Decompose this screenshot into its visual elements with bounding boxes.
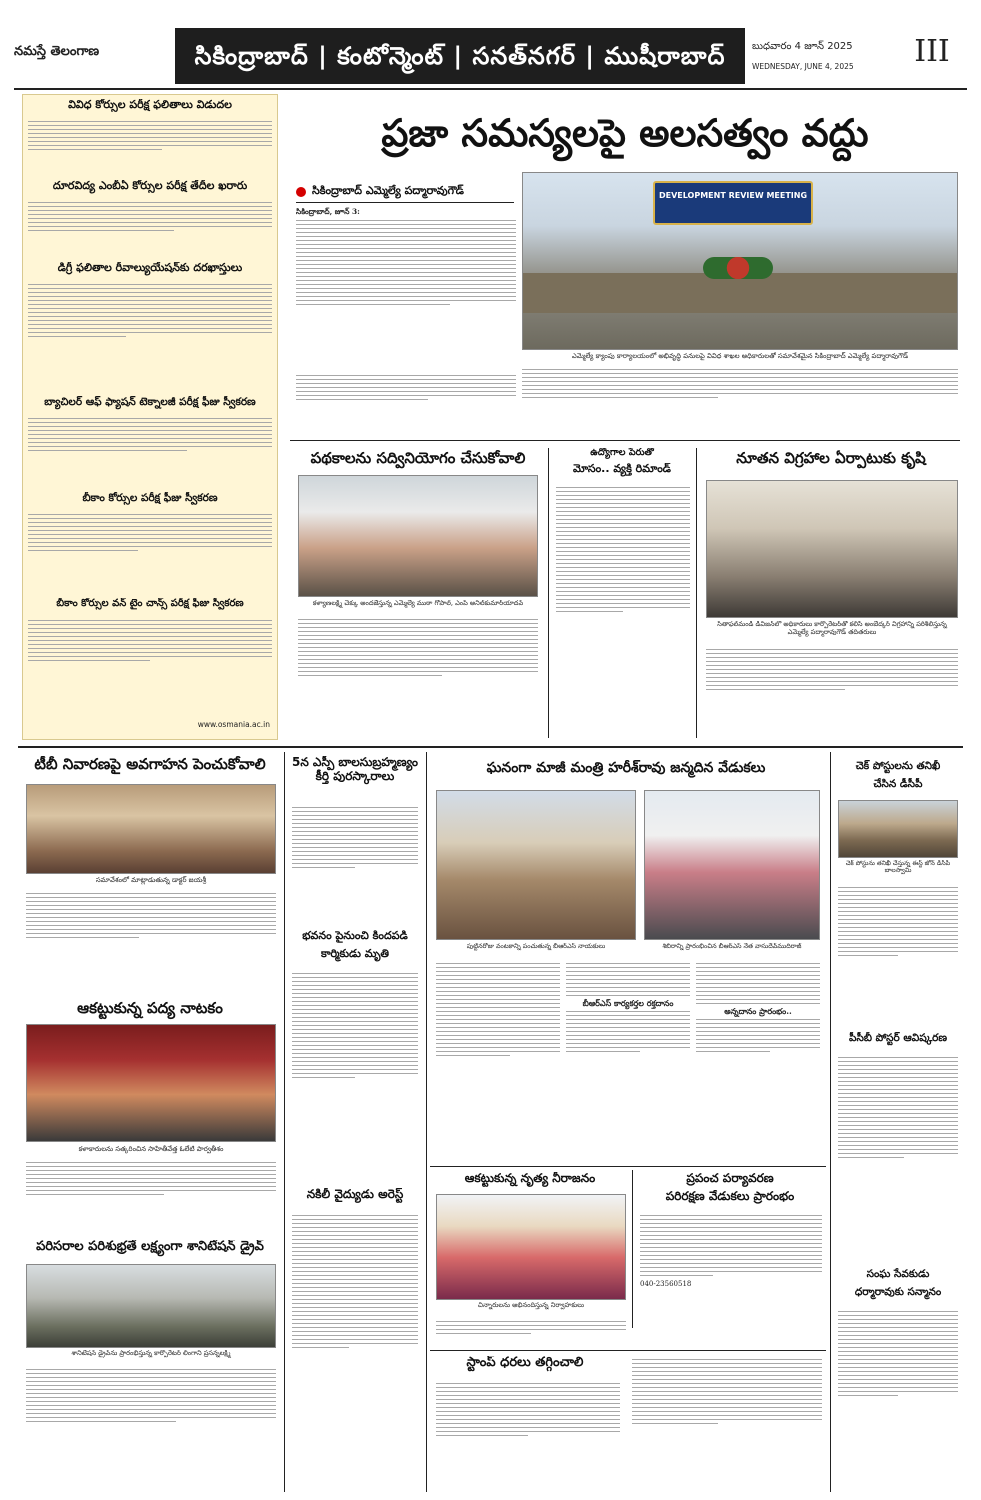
flower-bouquet: [703, 257, 773, 279]
middle-bottom-rule: [18, 746, 963, 748]
dance-body: [436, 1318, 626, 1348]
middle-story1-body: [298, 616, 538, 734]
middle-story2-title-1: ఉద్యోగాల పేరుతో: [590, 448, 654, 458]
cw-headline: ఘనంగా మాజీ మంత్రి హరీశ్‌రావు జన్మదిన వేడుకలు: [486, 760, 766, 776]
cn-story3-body: [292, 1212, 418, 1492]
lead-kicker-rule: [296, 202, 514, 203]
middle-story3-headline: నూతన విగ్రహాల ఏర్పాటుకు కృషి: [736, 450, 926, 467]
left-text-1: [28, 118, 272, 176]
bl-story3-body: [26, 1366, 276, 1490]
dance-photo: [436, 1194, 626, 1300]
masthead-rule: [14, 88, 967, 90]
rc-story3-headline-1: సంఘ సేవకుడు: [866, 1268, 930, 1280]
edition-band: సికింద్రాబాద్ | కంటోన్మెంట్ | సనత్‌నగర్ | ముషీరాబాద్: [175, 28, 745, 84]
left-text-3: [28, 281, 272, 391]
bl-story1-photo: [26, 784, 276, 874]
cn-story3-headline: నకిలీ వైద్యుడు అరెస్ట్: [306, 1188, 404, 1201]
meeting-banner-text: DEVELOPMENT REVIEW MEETING: [658, 191, 808, 200]
bl-story3-photo: [26, 1264, 276, 1348]
lead-body-bottom: [296, 372, 516, 428]
bl-story1-caption: సమావేశంలో మాట్లాడుతున్న డాక్టర్ జయశ్రీ: [95, 876, 207, 884]
lead-body-cols: [522, 366, 958, 426]
stamp-body-col2: [632, 1356, 822, 1492]
env-headline-2: పరిరక్షణ వేడుకలు ప్రారంభం: [665, 1190, 795, 1203]
stamp-headline: స్టాంప్ ధరలు తగ్గించాలి: [466, 1356, 584, 1370]
left-headline-1: వివిధ కోర్సుల పరీక్ష ఫలితాలు విడుదల: [68, 99, 232, 111]
page-number: III: [914, 34, 950, 69]
date-english: WEDNESDAY, JUNE 4, 2025: [752, 62, 854, 71]
bl-story2-headline: ఆకట్టుకున్న పద్య నాటకం: [77, 1000, 223, 1017]
rc-story1-photo: [838, 800, 958, 858]
middle-story3-photo: [706, 480, 958, 618]
lead-headline: ప్రజా సమస్యలపై అలసత్వం వద్దు: [381, 110, 869, 155]
cn-story2-headline-1: భవనం పైనుంచి కిందపడి: [302, 930, 408, 942]
bl-story3-headline: పరిసరాల పరిశుభ్రతే లక్ష్యంగా శానిటేషన్ డ్రైవ్: [36, 1240, 264, 1254]
meeting-table: [523, 273, 958, 313]
cw-photo-right: [644, 790, 820, 940]
cn-story2-headline-2: కార్మికుడు మృతి: [320, 948, 390, 960]
rc-story1-headline-2: చేసిన డీసీపీ: [873, 778, 923, 790]
stamp-top-rule: [430, 1350, 826, 1351]
dance-caption: చిన్నారులను అభినందిస్తున్న నిర్వాహకులు: [477, 1302, 585, 1309]
left-text-5: [28, 511, 272, 593]
lead-kicker: సికింద్రాబాద్ ఎమ్మెల్యే పద్మారావుగౌడ్: [312, 184, 464, 197]
dance-headline: ఆకట్టుకున్న నృత్య నీరాజనం: [464, 1172, 596, 1185]
bl-story1-headline: టీబీ నివారణపై అవగాహన పెంచుకోవాలి: [34, 756, 266, 773]
left-text-6: [28, 617, 272, 709]
env-body: [640, 1212, 822, 1344]
cn-story1-headline: 5న ఎస్పీ బాలసుబ్రహ్మణ్యం కీర్తి పురస్కారాలు: [291, 756, 419, 783]
rc-story1-caption: చెక్ పోస్టును తనిఖీ చేస్తున్న ఈస్ట్ జోన్ డీసీపీ బాలస్వామి: [845, 860, 951, 875]
rc-story3-headline-2: ధర్మారావుకు సన్మానం: [854, 1286, 942, 1298]
lead-dateline: సికింద్రాబాద్, జూన్ 3:: [296, 207, 360, 216]
bl-story3-caption: శానిటేషన్ డ్రైవ్‌ను ప్రారంభిస్తున్న కార్పొరేటర్ లింగాని ప్రసన్నలక్ష్మి: [71, 1350, 231, 1357]
middle-divider-2: [696, 448, 697, 738]
cw-caption-right: శిబిరాన్ని ప్రారంభించిన బీఆర్‌ఎస్ నేత వాసుదేవ్‌ముదిరాజ్: [662, 943, 802, 950]
cw-caption-left: పుట్టినరోజు వంటకాన్ని పంచుతున్న బీఆర్‌ఎస్ నాయకులు: [466, 943, 606, 950]
left-headline-3: డిగ్రీ ఫలితాల రీవాల్యుయేషన్‌కు దరఖాస్తులు: [57, 262, 243, 274]
left-text-2: [28, 199, 272, 259]
lead-bottom-rule: [290, 440, 960, 441]
lead-body-col1: [296, 206, 516, 368]
bottom-divider-3: [830, 752, 831, 1492]
middle-story1-photo: [298, 475, 538, 597]
rc-story2-headline: పీసీబీ పోస్టర్ ఆవిష్కరణ: [849, 1032, 947, 1044]
env-headline-1: ప్రపంచ పర్యావరణ: [686, 1172, 774, 1185]
cw-subhead-1: బీఆర్‌ఎస్ కార్యకర్తల రక్తదానం: [582, 998, 674, 1008]
middle-story1-caption: కళ్యాణలక్ష్మి చెక్కు అందజేస్తున్న ఎమ్మెల్యే ముఠా గోపాల్, ఎంపీ అనిల్‌కుమార్‌యాదవ్: [312, 600, 524, 607]
middle-divider-1: [548, 448, 549, 738]
cw-photo-left: [436, 790, 636, 940]
left-headline-6: బీకాం కోర్సుల వన్ టైం చాన్స్ పరీక్ష ఫీజు స్వీకరణ: [56, 598, 244, 609]
middle-story2-body: [556, 484, 690, 736]
env-phone: 040-23560518: [640, 1280, 692, 1288]
left-headline-2: దూరవిద్య ఎంబీఏ కోర్సుల పరీక్ష తేదీల ఖరారు: [52, 180, 248, 192]
middle-story2-title-2: మోసం.. వ్యక్తి రిమాండ్: [573, 463, 671, 475]
rc-story1-headline-1: చెక్ పోస్టులను తనిఖీ: [855, 760, 941, 772]
rc-story3-body: [838, 1308, 958, 1492]
lower-center-divider: [632, 1170, 633, 1328]
bottom-divider-2: [426, 752, 427, 1492]
cw-bottom-rule: [430, 1166, 826, 1167]
bl-story2-photo: [26, 1024, 276, 1142]
bottom-divider-1: [284, 752, 285, 1492]
bl-story2-caption: కళాకారులను సత్కరించిన సాహితీవేత్త ఓలేటి పార్వతీశం: [78, 1145, 224, 1153]
date-telugu: బుధవారం 4 జూన్ 2025: [752, 41, 853, 52]
lead-kicker-bullet: [296, 187, 306, 197]
cw-body-col1: [436, 960, 560, 1160]
left-text-4: [28, 415, 272, 485]
middle-story3-caption: సీతాఫల్‌మండి డివిజన్‌లో అధికారులు కార్పొరేటర్‌తో కలిసి అంబేద్కర్ విగ్రహాన్ని పరిశీలిస్తున్న ఎమ్మెల్యే పద్మారావుగౌడ్ తదితరులు: [717, 621, 947, 636]
cw-subhead-2: అన్నదానం ప్రారంభం..: [724, 1006, 792, 1016]
bl-story2-body: [26, 1159, 276, 1233]
cw-body-col2: [566, 960, 690, 1160]
middle-story1-headline: పథకాలను సద్వినియోగం చేసుకోవాలి: [310, 450, 526, 467]
left-headline-5: బీకాం కోర్సుల పరీక్ష ఫీజు స్వీకరణ: [82, 492, 218, 504]
rc-story1-body: [838, 884, 958, 1026]
osmania-website-link[interactable]: www.osmania.ac.in: [197, 720, 270, 729]
lead-photo: [522, 172, 958, 350]
cw-body-col3: [696, 960, 820, 1160]
left-headline-4: బ్యాచిలర్ ఆఫ్ ఫ్యాషన్ టెక్నాలజీ పరీక్ష ఫీజు స్వీకరణ: [44, 396, 256, 408]
middle-story3-body: [706, 646, 958, 736]
rc-story2-body: [838, 1054, 958, 1260]
stamp-body-col1: [436, 1380, 620, 1492]
bl-story1-body: [26, 890, 276, 992]
lead-photo-caption: ఎమ్మెల్యే క్యాంపు కార్యాలయంలో అభివృద్ధి పనులపై వివిధ శాఖల అధికారులతో సమావేశమైన సికింద్రాబాద్ ఎమ్మెల్యే పద్మారావుగౌడ్: [571, 352, 909, 360]
cn-story2-body: [292, 970, 418, 1182]
cn-story1-body: [292, 804, 418, 926]
paper-name: నమస్తే తెలంగాణ: [14, 44, 100, 59]
